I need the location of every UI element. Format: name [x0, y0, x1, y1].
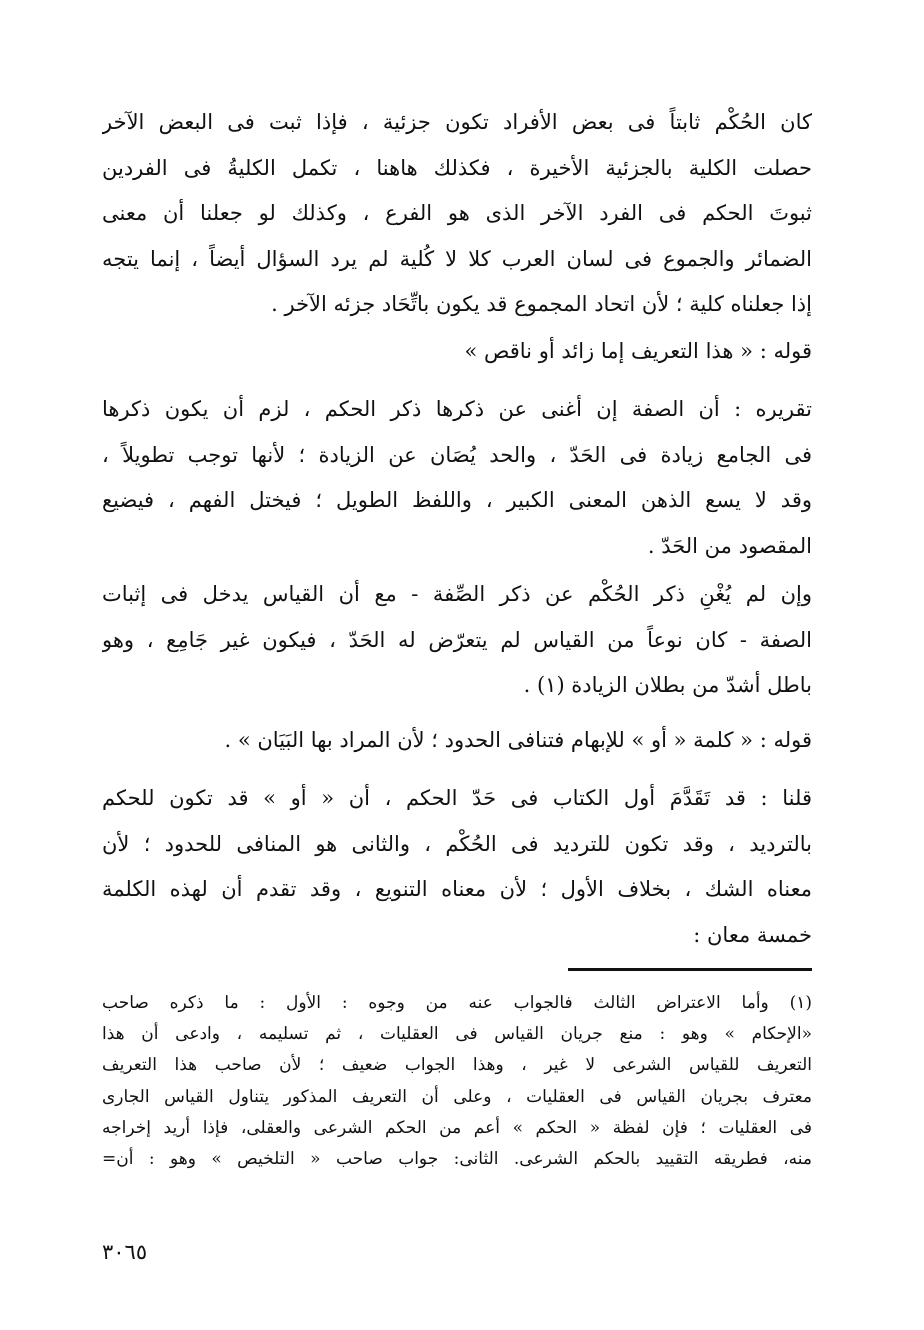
text-line: تقريره : أن الصفة إن أغنى عن ذكرها ذكر الحكم ، لزم أن يكون ذكرها: [102, 397, 812, 421]
text-line: المقصود من الحَدّ .: [647, 533, 812, 558]
footnote-line: منه، فطريقه التقييد بالحكم الشرعى. الثانى: جواب صاحب « التلخيص » وهو : أن=: [102, 1148, 812, 1169]
text-line: كان الحُكْم ثابتاً فى بعض الأفراد تكون جزئية ، فإذا ثبت فى البعض الآخر: [102, 110, 812, 134]
text-line: الضمائر والجموع فى لسان العرب كلا لا كُلية لم يرد السؤال أيضاً ، إنما يتجه: [102, 246, 812, 271]
footnote: [102, 988, 812, 1175]
footnote-line: «الإحكام » وهو : منع جريان القياس فى العقليات ، ثم تسليمه ، وادعى أن هذا: [102, 1024, 812, 1045]
text-line: وإن لم يُغْنِ ذكر الحُكْم عن ذكر الصِّفة - مع أن القياس يدخل فى إثبات: [102, 582, 812, 606]
text-line: وقد لا يسع الذهن المعنى الكبير ، واللفظ الطويل ؛ فيختل الفهم ، فيضيع: [102, 488, 812, 512]
text-line: الصفة - كان نوعاً من القياس لم يتعرّض له الحَدّ ، فيكون غير جَامِع ، وهو: [102, 627, 812, 652]
paragraph-6: [102, 776, 812, 958]
paragraph-5: [102, 718, 812, 764]
footnote-line: (١) وأما الاعتراض الثالث فالجواب عنه من وجوه : الأول : ما ذكره صاحب: [102, 993, 812, 1013]
text-line: حصلت الكلية بالجزئية الأخيرة ، فكذلك هاهنا ، تكمل الكليةُ فى الفردين: [102, 155, 812, 180]
text-line: قوله : « كلمة « أو » للإبهام فتنافى الحدود ؛ لأن المراد بها البَيَان » .: [224, 728, 812, 752]
paragraph-4: [102, 572, 812, 709]
text-line: بالترديد ، وقد تكون للترديد فى الحُكْم ، والثانى هو المنافى للحدود ؛ لأن: [102, 831, 812, 856]
paragraph-2: [102, 329, 812, 375]
text-line: معناه الشك ، بخلاف الأول ؛ لأن معناه التنويع ، وقد تقدم أن لهذه الكلمة: [102, 877, 812, 901]
paragraph-3: [102, 387, 812, 569]
page-number: ٣٠٦٥: [102, 1240, 148, 1264]
text-line: قوله : « هذا التعريف إما زائد أو ناقص »: [464, 339, 812, 363]
text-line: ثبوتَ الحكم فى الفرد الآخر الذى هو الفرع ، وكذلك لو جعلنا أن معنى: [102, 201, 812, 225]
text-line: فى الجامع زيادة فى الحَدّ ، والحد يُصَان عن الزيادة ؛ لأنها توجب تطويلاً ،: [102, 442, 812, 467]
paragraph-1: [102, 100, 812, 328]
footnote-separator: [568, 968, 812, 971]
text-line: قلنا : قد تَقَدَّمَ أول الكتاب فى حَدّ الحكم ، أن « أو » قد تكون للحكم: [102, 786, 812, 810]
text-line: خمسة معان :: [693, 922, 812, 947]
text-line: إذا جعلناه كلية ؛ لأن اتحاد المجموع قد يكون باتِّحَاد جزئه الآخر .: [271, 292, 812, 316]
footnote-line: التعريف للقياس الشرعى لا غير ، وهذا الجواب ضعيف ؛ لأن صاحب هذا التعريف: [102, 1055, 812, 1076]
footnote-line: معترف بجريان القياس فى العقليات ، وعلى أن التعريف المذكور يتناول القياس الجارى: [102, 1086, 812, 1107]
footnote-line: فى العقليات ؛ فإن لفظة « الحكم » أعم من الحكم الشرعى والعقلى، فإذا أريد إخراجه: [102, 1117, 812, 1138]
text-line: باطل أشدّ من بطلان الزيادة (١) .: [523, 673, 812, 697]
